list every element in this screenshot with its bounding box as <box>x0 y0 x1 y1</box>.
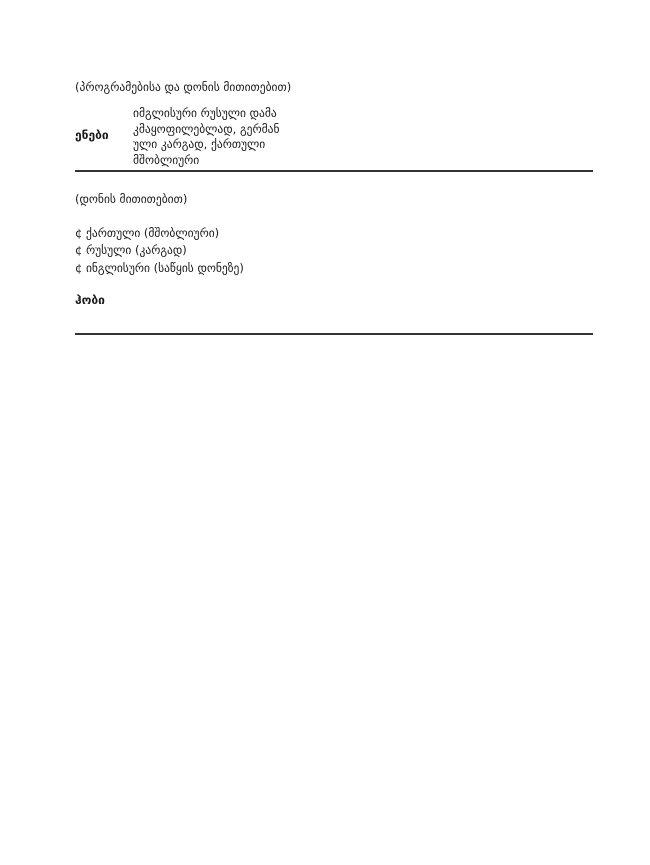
level-hint-text: (დონის მითითებით) <box>75 192 188 206</box>
language-list-item: ¢ რუსული (კარგად) <box>75 243 187 257</box>
languages-description <box>133 106 280 168</box>
hobby-heading: ჰობი <box>75 293 105 307</box>
languages-description-line: მშობლიური <box>133 152 200 167</box>
section-divider <box>75 170 593 172</box>
language-list-item: ¢ ინგლისური (საწყის დონეზე) <box>75 261 244 275</box>
language-list-item: ¢ ქართული (მშობლიური) <box>75 226 220 240</box>
program-hint-text: (პროგრამებისა და დონის მითითებით) <box>75 80 292 94</box>
languages-description-line: კმაყოფილებლად, გერმან <box>133 121 280 136</box>
section-divider <box>75 333 593 335</box>
languages-description-line: ული კარგად, ქართული <box>133 137 266 151</box>
languages-description-line: იმგლისური რუსული დამა <box>133 106 277 120</box>
languages-heading: ენები <box>75 128 109 142</box>
